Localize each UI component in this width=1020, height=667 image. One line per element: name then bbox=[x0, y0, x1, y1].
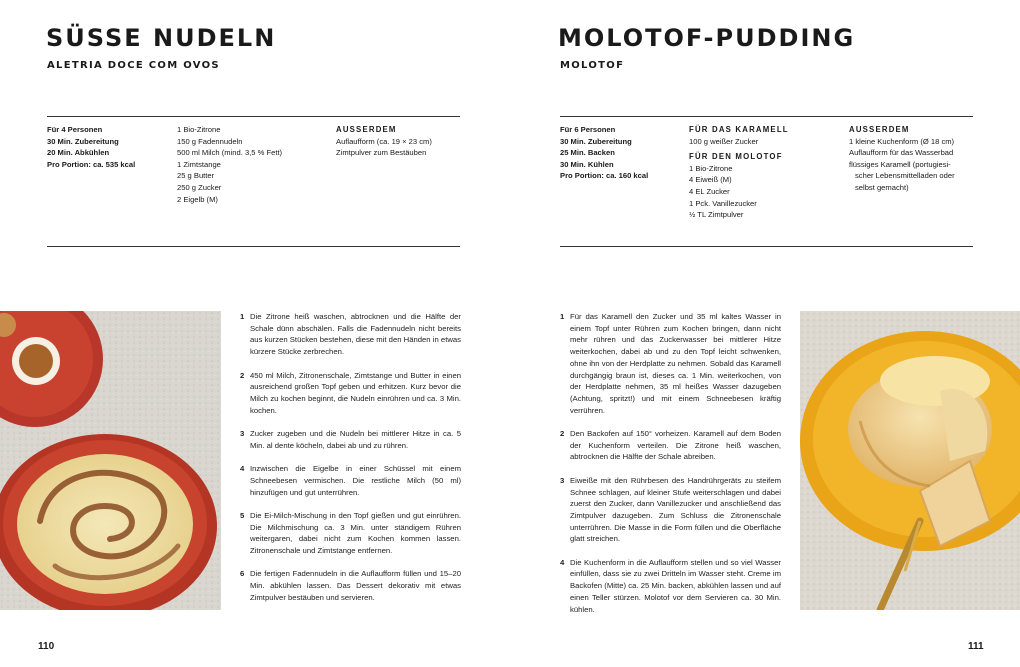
molotof-ingredient: 4 Eiweiß (M) bbox=[689, 175, 732, 185]
caramel-heading: FÜR DAS KARAMELL bbox=[689, 125, 789, 134]
right-step bbox=[560, 475, 781, 545]
left-ingredient: 25 g Butter bbox=[177, 171, 215, 181]
left-step bbox=[240, 510, 461, 557]
left-meta-cool: 20 Min. Abkühlen bbox=[47, 148, 110, 158]
left-ingredient: 150 g Fadennudeln bbox=[177, 136, 243, 146]
right-extra bbox=[849, 124, 979, 194]
step-text: Eiweiße mit den Rührbesen des Handrührgeräts zu steifem Schnee schlagen, auf kleiner Stufe weiterschlagen und dabei zuerst den Zucker, dann Vanillezucker und anschließend das Zimtpulver dazugeben. Zum Schluss die Zitronenschale unterrühren. Die Masse in die Form füllen und die Oberfläche glatt streichen. bbox=[570, 475, 781, 544]
step-text: Inzwischen die Eigelbe in einer Schüssel mit einem Schneebesen vermischen. Die restliche Milch (50 ml) hinzufügen und gut unterrühren. bbox=[250, 464, 461, 497]
step-number: 5 bbox=[240, 510, 245, 520]
step-number: 2 bbox=[240, 370, 245, 380]
left-ingredient: 500 ml Milch (mind. 3,5 % Fett) bbox=[177, 148, 283, 158]
left-step bbox=[240, 311, 461, 358]
right-step bbox=[560, 428, 781, 463]
left-recipe-subtitle: ALETRIA DOCE COM OVOS bbox=[47, 60, 220, 71]
left-step bbox=[240, 428, 461, 451]
step-text: Die Ei-Milch-Mischung in den Topf gießen und gut einrühren. Die Milchmischung ca. 3 Min. unter ständigem Rühren weitergaren, dabei nicht zum Kochen kommen lassen. Zitronenschale und Zimtstange entfernen. bbox=[250, 510, 461, 555]
left-ingredient: 1 Zimtstange bbox=[177, 159, 221, 169]
molotof-heading: FÜR DEN MOLOTOF bbox=[689, 152, 783, 162]
left-ingredient: 1 Bio-Zitrone bbox=[177, 125, 221, 134]
step-text: Den Backofen auf 150° vorheizen. Karamell auf dem Boden der Kuchenform verteilen. Die Zitrone heiß waschen, abtrocknen die Hälfte der Schale abreiben. bbox=[570, 429, 781, 462]
left-extra-item: Auflaufform (ca. 19 × 23 cm) bbox=[336, 136, 432, 146]
caramel-ingredient: 100 g weißer Zucker bbox=[689, 136, 759, 146]
step-number: 1 bbox=[240, 312, 245, 321]
left-ingredients bbox=[177, 124, 332, 205]
left-top-rule bbox=[47, 116, 460, 117]
step-text: Zucker zugeben und die Nudeln bei mittlerer Hitze in ca. 5 Min. al dente köcheln, dabei ab und zu rühren. bbox=[250, 429, 461, 450]
right-meta-servings: Für 6 Personen bbox=[560, 125, 616, 134]
right-meta-kcal: Pro Portion: ca. 160 kcal bbox=[560, 171, 649, 181]
right-extra-item: selbst gemacht) bbox=[855, 182, 909, 192]
right-step bbox=[560, 311, 781, 416]
right-meta-bake: 25 Min. Backen bbox=[560, 148, 615, 158]
left-meta bbox=[47, 124, 172, 170]
right-recipe-subtitle: MOLOTOF bbox=[560, 60, 625, 71]
step-number: 1 bbox=[560, 312, 565, 321]
molotof-ingredient: 1 Bio-Zitrone bbox=[689, 163, 733, 173]
right-meta-prep: 30 Min. Zubereitung bbox=[560, 136, 632, 146]
right-ingredients bbox=[689, 124, 844, 221]
left-recipe-title: SÜSSE NUDELN bbox=[46, 24, 277, 52]
left-bottom-rule bbox=[47, 246, 460, 247]
left-extra-heading: AUSSERDEM bbox=[336, 125, 397, 134]
right-extra-item: 1 kleine Kuchenform (Ø 18 cm) bbox=[849, 136, 955, 146]
right-extra-item: flüssiges Karamell (portugiesi- bbox=[849, 159, 951, 169]
right-extra-item: Auflaufform für das Wasserbad bbox=[849, 148, 954, 158]
left-ingredient: 250 g Zucker bbox=[177, 182, 222, 192]
step-text: Für das Karamell den Zucker und 35 ml kaltes Wasser in einem Topf unter Rühren zum Kochen bringen, dann nicht mehr rühren und das Zuckerwasser bei mittlerer Hitze weiterkochen, dabei ab und zu den Topf leicht schwenken, ohne ihn von der Herdplatte zu nehmen. Sobald das Karamell durchgängig braun ist, dieses ca. 1 Min. weiterkochen, von der Herdplatte nehmen, 35 ml heißes Wasser dazugeben (Achtung, spritzt!) und mit einem Schneebesen kräftig verrühren. bbox=[570, 312, 781, 415]
left-step bbox=[240, 463, 461, 498]
left-ingredient: 2 Eigelb (M) bbox=[177, 194, 218, 204]
step-text: 450 ml Milch, Zitronenschale, Zimtstange und Butter in einen ausreichend großen Topf geben und erhitzen. Kurz bevor die Milch zu kochen beginnt, die Nudeln einrühren und ca. 3 Min. kochen. bbox=[250, 370, 461, 415]
right-page-number: 111 bbox=[968, 641, 984, 652]
right-step bbox=[560, 557, 781, 616]
step-text: Die fertigen Fadennudeln in die Auflaufform füllen und 15–20 Min. abkühlen lassen. Das Dessert dekorativ mit etwas Zimtpulver bestäuben und servieren. bbox=[250, 569, 461, 602]
right-steps bbox=[560, 311, 781, 627]
step-number: 4 bbox=[560, 557, 565, 567]
left-step bbox=[240, 568, 461, 603]
step-text: Die Kuchenform in die Auflaufform stellen und so viel Wasser einfüllen, dass sie zu zwei Dritteln im Wasser steht. Creme im Backofen (Mitte) ca. 25 Min. backen, abkühlen lassen und auf einen Teller stürzen. Molotof vor dem Servieren ca. 30 Min. kühlen. bbox=[570, 557, 781, 614]
right-top-rule bbox=[560, 116, 973, 117]
molotof-ingredient: 1 Pck. Vanillezucker bbox=[689, 198, 757, 208]
right-extra-heading: AUSSERDEM bbox=[849, 125, 910, 134]
left-extra-item: Zimtpulver zum Bestäuben bbox=[336, 148, 427, 158]
sweet-noodles-photo bbox=[0, 311, 221, 610]
right-bottom-rule bbox=[560, 246, 973, 247]
right-meta bbox=[560, 124, 685, 182]
step-number: 4 bbox=[240, 464, 245, 474]
step-text: Die Zitrone heiß waschen, abtrocknen und die Hälfte der Schale dünn abschälen. Falls die Fadennudeln nicht bereits aus kurzen Stücken bestehen, diese mit den Händen in etwas kürzere Stücke zerbrechen. bbox=[250, 312, 461, 357]
right-extra-item: scher Lebensmittelladen oder bbox=[855, 171, 955, 181]
step-number: 2 bbox=[560, 429, 565, 439]
molotof-ingredient: 4 EL Zucker bbox=[689, 186, 730, 196]
left-meta-servings: Für 4 Personen bbox=[47, 125, 103, 134]
step-number: 3 bbox=[240, 429, 245, 438]
step-number: 6 bbox=[240, 569, 245, 579]
left-steps bbox=[240, 311, 461, 615]
step-number: 3 bbox=[560, 475, 565, 485]
left-meta-prep: 30 Min. Zubereitung bbox=[47, 136, 119, 146]
left-page-number: 110 bbox=[38, 641, 55, 652]
right-recipe-title: MOLOTOF-PUDDING bbox=[558, 24, 856, 52]
molotof-ingredient: ½ TL Zimtpulver bbox=[689, 210, 744, 220]
right-meta-chill: 30 Min. Kühlen bbox=[560, 159, 614, 169]
molotof-pudding-photo bbox=[800, 311, 1020, 610]
left-step bbox=[240, 370, 461, 417]
left-extra bbox=[336, 124, 460, 159]
left-meta-kcal: Pro Portion: ca. 535 kcal bbox=[47, 159, 136, 169]
